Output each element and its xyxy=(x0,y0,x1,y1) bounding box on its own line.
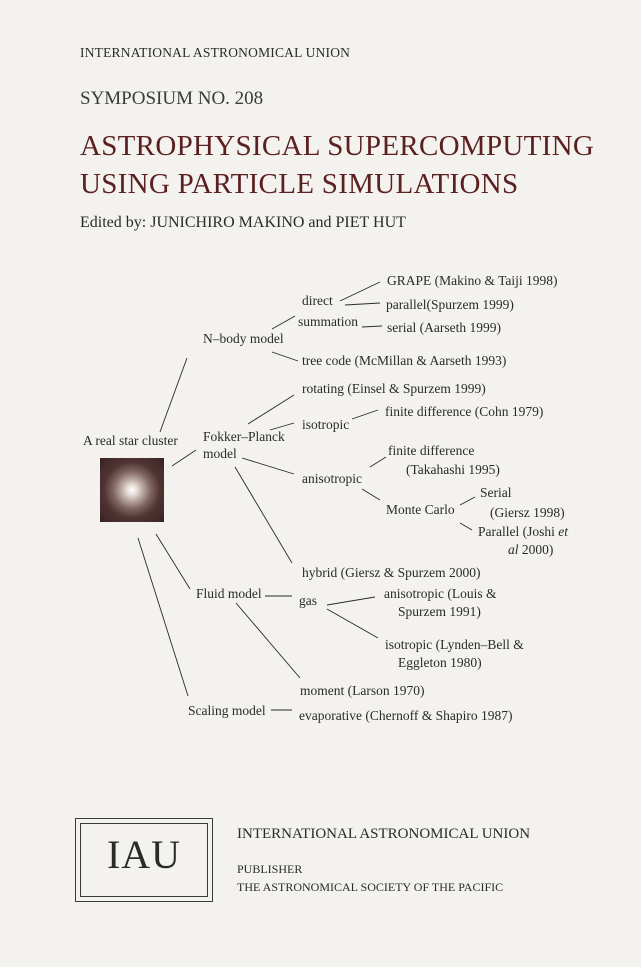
eggleton-label: Eggleton 1980) xyxy=(398,655,482,670)
nbody-model-label: N–body model xyxy=(203,331,284,346)
summation-label: summation xyxy=(298,314,358,329)
editors-line: Edited by: JUNICHIRO MAKINO and PIET HUT xyxy=(80,214,406,231)
symposium-number: SYMPOSIUM NO. 208 xyxy=(80,88,264,109)
line-direct-parallel xyxy=(345,303,380,305)
evaporative-label: evaporative (Chernoff & Shapiro 1987) xyxy=(299,708,513,723)
line-anisotropic-montecarlo xyxy=(362,489,380,500)
mc-parallel-et: et xyxy=(558,524,568,539)
mc-parallel-year: 2000) xyxy=(518,542,554,557)
parallel-label: parallel(Spurzem 1999) xyxy=(386,297,514,312)
line-root-nbody xyxy=(160,358,187,432)
publisher-org: INTERNATIONAL ASTRONOMICAL UNION xyxy=(237,826,531,842)
mc-giersz-label: (Giersz 1998) xyxy=(490,505,565,520)
line-mc-parallel xyxy=(460,523,472,530)
rotating-label: rotating (Einsel & Spurzem 1999) xyxy=(302,381,486,396)
fluid-anisotropic-label: anisotropic (Louis & xyxy=(384,586,497,601)
mc-serial-label: Serial xyxy=(480,485,512,500)
line-anisotropic-finite xyxy=(370,457,386,467)
line-fokker-rotating xyxy=(248,395,294,424)
serial-label: serial (Aarseth 1999) xyxy=(387,320,501,335)
direct-label: direct xyxy=(302,293,333,308)
finite-difference-aniso-label: finite difference xyxy=(388,443,475,458)
line-gas-anisotropic xyxy=(327,597,375,605)
mc-parallel-label xyxy=(478,524,568,540)
tree-code-label: tree code (McMillan & Aarseth 1993) xyxy=(302,353,507,368)
monte-carlo-label: Monte Carlo xyxy=(386,502,455,517)
line-direct-grape xyxy=(340,282,380,301)
title-line-2: USING PARTICLE SIMULATIONS xyxy=(80,168,519,200)
organization-header: INTERNATIONAL ASTRONOMICAL UNION xyxy=(80,45,351,60)
fluid-isotropic-label: isotropic (Lynden–Bell & xyxy=(385,637,524,652)
isotropic-label: isotropic xyxy=(302,417,350,432)
mc-parallel-year-label xyxy=(508,542,553,558)
finite-difference-iso-label: finite difference (Cohn 1979) xyxy=(385,404,544,419)
line-fokker-anisotropic xyxy=(242,458,294,474)
line-fluid-moment xyxy=(236,603,300,678)
grape-label: GRAPE (Makino & Taiji 1998) xyxy=(387,273,558,288)
mc-parallel-al: al xyxy=(508,542,519,557)
line-isotropic-finite xyxy=(352,410,378,419)
fokker-planck-label: Fokker–Planck xyxy=(203,429,285,444)
iau-logo-text: IAU xyxy=(106,832,182,877)
mc-parallel-text: Parallel (Joshi xyxy=(478,524,559,539)
fokker-planck-model-label: model xyxy=(203,446,237,461)
publisher-name: THE ASTRONOMICAL SOCIETY OF THE PACIFIC xyxy=(237,880,504,894)
star-cluster-image xyxy=(100,458,164,522)
publisher-label: PUBLISHER xyxy=(237,862,303,876)
fluid-model-label: Fluid model xyxy=(196,586,262,601)
line-fokker-hybrid xyxy=(235,467,292,563)
moment-label: moment (Larson 1970) xyxy=(300,683,425,698)
iau-logo xyxy=(75,818,213,902)
anisotropic-label: anisotropic xyxy=(302,471,362,486)
line-root-fluid xyxy=(156,534,190,589)
takahashi-label: (Takahashi 1995) xyxy=(406,462,500,477)
hybrid-label: hybrid (Giersz & Spurzem 2000) xyxy=(302,565,481,580)
line-gas-isotropic xyxy=(327,609,378,638)
line-summation-serial xyxy=(362,326,382,327)
louis-spurzem-label: Spurzem 1991) xyxy=(398,604,481,619)
line-mc-serial xyxy=(460,497,475,505)
gas-label: gas xyxy=(299,593,317,608)
line-root-fokker xyxy=(172,450,196,466)
title-line-1: ASTROPHYSICAL SUPERCOMPUTING xyxy=(80,130,595,162)
line-root-scaling xyxy=(138,538,188,696)
scaling-model-label: Scaling model xyxy=(188,703,266,718)
line-nbody-tree xyxy=(272,352,298,361)
line-nbody-direct xyxy=(272,316,295,329)
root-label: A real star cluster xyxy=(83,433,178,448)
